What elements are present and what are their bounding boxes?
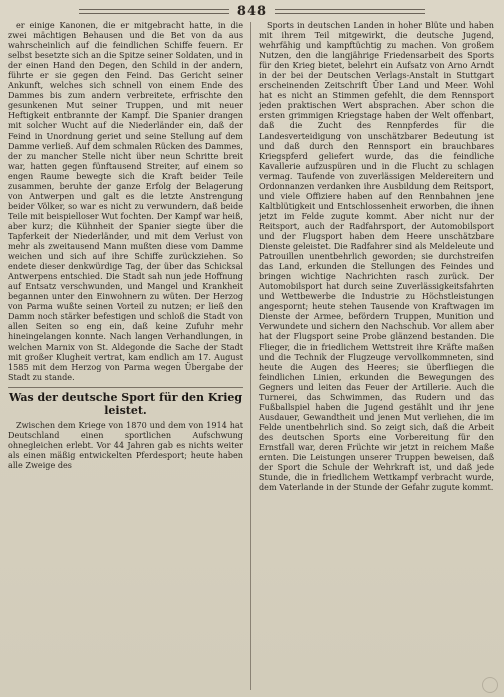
- header-rule-right: [275, 9, 425, 14]
- article-headline: Was der deutsche Sport für den Krieg leistet.: [8, 387, 243, 417]
- page-header: [0, 2, 504, 20]
- article-continuation-text: er einige Kanonen, die er mitgebracht hatte, in die zwei mächtigen Behausen und die Bet von da aus wahrscheinlich auf die feindlichen Schiffe feuern. Er selbst besetzte sich an die Spitze seiner Soldaten, und in der einen Hand den Degen, den Schild in der andern, führte er sie gegen den Feind. Das Gericht seiner Ankunft, welches sich schnell von einem Ende des Dammes bis zum andern verbreitete, erfrischte den gesunkenen Mut seiner Truppen, und mit neuer Heftigkeit entbrannte der Kampf. Die Spanier drangen mit solcher Wucht auf die Niederländer ein, daß der Feind in Unordnung geriet und seine Stellung auf dem Damme verließ. Auf dem schmalen Rücken des Dammes, der zu mancher Stelle nicht über neun Schritte breit war, hatten gegen fünftausend Streiter, auf einem so engen Raume bewegte sich die Kraft beider Teile zusammen, beruhte der ganze Erfolg der Belagerung von Antwerpen und galt es die letzte Anstrengung beider Völker, so war es nicht zu verwundern, daß beide Teile mit beispielloser Wut fochten. Der Kampf war heiß, aber kurz; die Kühnheit der Spanier siegte über die Tapferkeit der Niederländer, und mit dem Verlust von mehr als zweitausend Mann mußten diese vom Damme weichen und sich auf ihre Schiffe zurückziehen. So endete dieser denkwürdige Tag, der über das Schicksal Antwerpens entschied. Die Stadt sah nun jede Hoffnung auf Entsatz verschwunden, und Mangel und Krankheit begannen unter den Einwohnern zu wüten. Der Herzog von Parma wußte seinen Vorteil zu nutzen; er ließ den Damm noch stärker befestigen und schloß die Stadt von allen Seiten so eng ein, daß keine Zufuhr mehr hineingelangen konnte. Nach langen Verhandlungen, in welchen Marnix von St. Aldegonde die Sache der Stadt mit großer Klugheit vertrat, kam endlich am 17. August 1585 mit dem Herzog von Parma wegen Übergabe der Stadt zu stande.: [8, 20, 243, 382]
- column-divider: [250, 22, 251, 690]
- header-rule-left: [79, 9, 229, 14]
- page-number: 848: [236, 3, 268, 19]
- left-column: [8, 20, 243, 690]
- right-column: [259, 20, 494, 690]
- article-body-start: Zwischen dem Kriege von 1870 und dem von 1914 hat Deutschland einen sportlichen Aufschwung ohnegleichen erlebt. Vor 44 Jahren gab es nichts weiter als einen mäßig entwickelten Pferdesport; heute haben alle Zweige des: [8, 419, 243, 470]
- paper-blemish: [482, 677, 498, 693]
- article-body-text: Sports in deutschen Landen in hoher Blüte und haben mit ihrem Teil mitgewirkt, die deutsche Jugend, wehrfähig und kampftüchtig zu machen. Von großem Nutzen, den die langjährige Friedensarbeit des Sports für den Krieg bietet, belehrt ein Aufsatz von Arno Arndt in der bei der Deutschen Verlags-Anstalt in Stuttgart erscheinenden Zeitschrift Über Land und Meer. Wohl hat es nicht an Stimmen gefehlt, die dem Rennsport jeden praktischen Wert absprachen. Aber schon die ersten grimmigen Kriegstage haben der Welt offenbart, daß die Zucht des Rennpferdes für die Landesverteidigung von unschätzbarer Bedeutung ist und daß durch den Rennsport ein brauchbares Kriegspferd geliefert wurde, das die feindliche Kavallerie aufzuspüren und in die Flucht zu schlagen vermag. Taufende von zuverlässigen Meldereitern und Ordonnanzen verdanken ihre Ausbildung dem Reitsport, und viele Offiziere haben auf den Rennbahnen jene Kaltblütigkeit und Entschlossenheit erworben, die ihnen jetzt im Felde zugute kommt. Aber nicht nur der Reitsport, auch der Radfahrsport, der Automobilsport und der Flugsport haben dem Heere unschätzbare Dienste geleistet. Die Radfahrer sind als Meldeleute und Patrouillen unentbehrlich geworden; sie durchstreifen das Land, erkunden die Stellungen des Feindes und bringen wichtige Nachrichten rasch zurück. Der Automobilsport hat durch seine Zuverlässigkeitsfahrten und Wettbewerbe die Industrie zu Höchstleistungen angespornt; heute stehen Tausende von Kraftwagen im Dienste der Armee, befördern Truppen, Munition und Verwundete und sichern den Nachschub. Vor allem aber hat der Flugsport seine Probe glänzend bestanden. Die Flieger, die in friedlichem Wettstreit ihre Kräfte maßen und die Technik der Flugzeuge vervollkommneten, sind heute die Augen des Heeres; sie überfliegen die feindlichen Linien, erkunden die Bewegungen des Gegners und leiten das Feuer der Artillerie. Auch die Turnerei, das Schwimmen, das Rudern und das Fußballspiel haben die Jugend gestählt und ihr jene Ausdauer, Gewandtheit und jenen Mut verliehen, die im Felde unentbehrlich sind. So zeigt sich, daß die Arbeit des deutschen Sports eine Vorbereitung für den Ernstfall war, deren Früchte wir jetzt in reichem Maße ernten. Die Leistungen unserer Truppen beweisen, daß der Sport die Schule der Wehrkraft ist, und daß jede Stunde, die in friedlichem Wettkampf verbracht wurde, dem Vaterlande in der Stunde der Gefahr zugute kommt.: [259, 20, 494, 493]
